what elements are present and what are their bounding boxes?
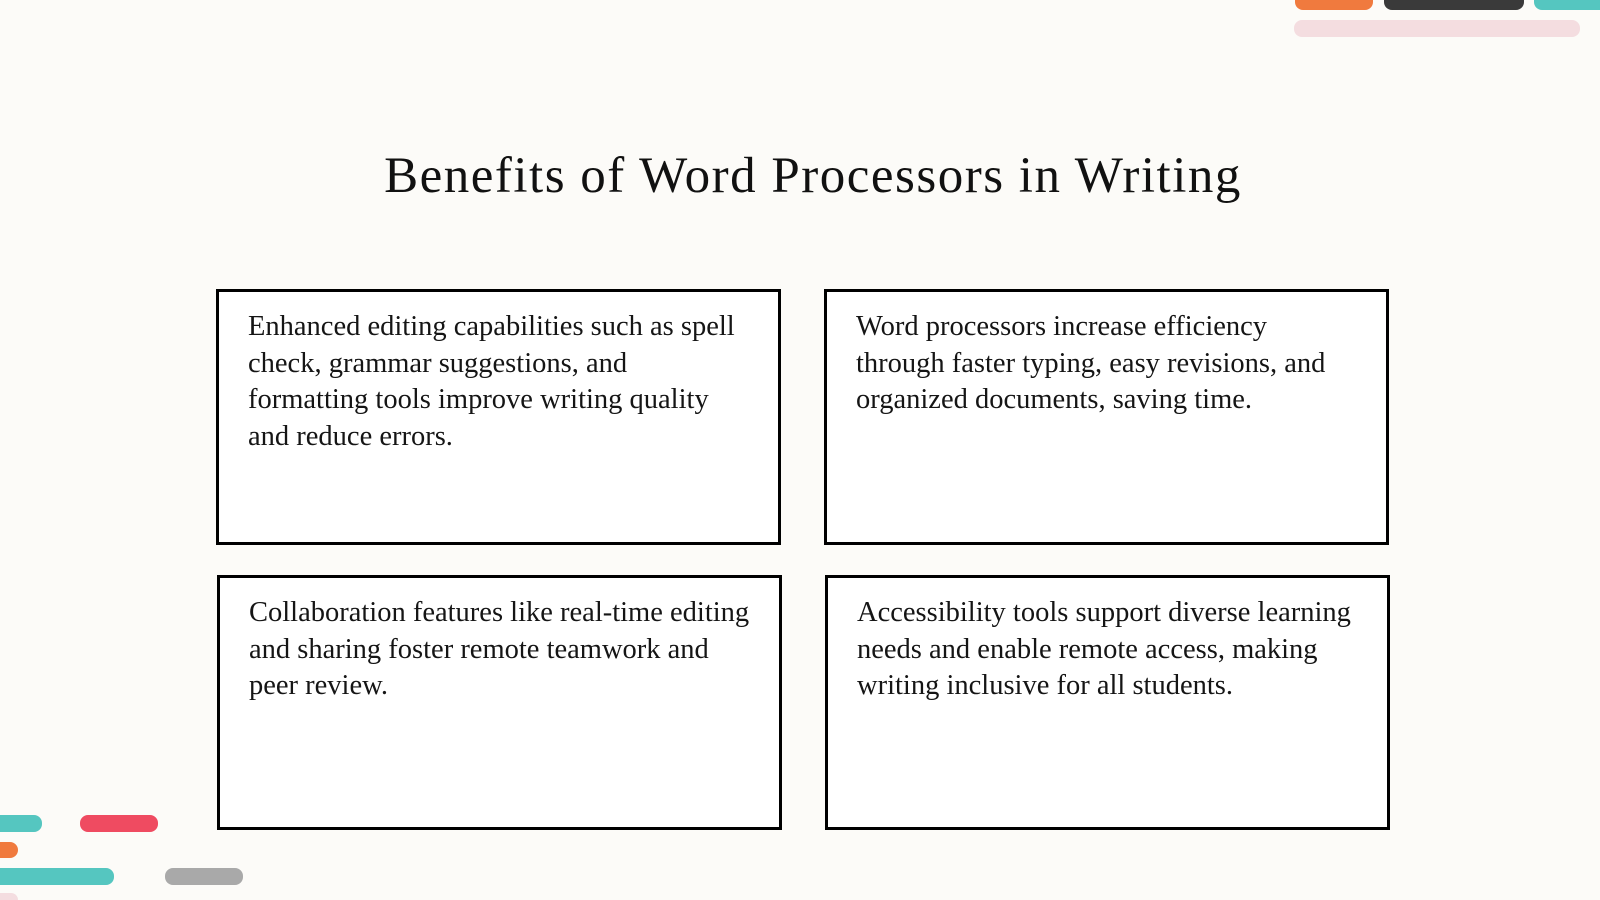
benefit-text-collaboration: Collaboration features like real-time editing and sharing foster remote teamwork and peer review. bbox=[249, 597, 750, 701]
decor-pill-pink-top bbox=[1294, 20, 1580, 37]
decor-pill-orange-top bbox=[1295, 0, 1373, 10]
benefit-card-efficiency bbox=[824, 289, 1389, 545]
decor-pill-teal-top bbox=[1534, 0, 1600, 10]
benefit-card-accessibility bbox=[825, 575, 1390, 830]
benefit-text-editing: Enhanced editing capabilities such as spell check, grammar suggestions, and formatting tools improve writing quality and reduce errors. bbox=[248, 311, 735, 452]
decor-pill-dark-top bbox=[1384, 0, 1524, 10]
decor-pill-teal-bottom-2 bbox=[0, 868, 114, 885]
decor-pill-gray-bottom bbox=[165, 868, 243, 885]
decor-pill-teal-bottom-1 bbox=[0, 815, 42, 832]
slide-title: Benefits of Word Processors in Writing bbox=[384, 148, 1242, 204]
decor-pill-pink-bottom bbox=[0, 893, 18, 900]
benefit-text-accessibility: Accessibility tools support diverse learning needs and enable remote access, making writing inclusive for all students. bbox=[857, 597, 1351, 701]
benefit-card-collaboration bbox=[217, 575, 782, 830]
benefit-text-efficiency: Word processors increase efficiency through faster typing, easy revisions, and organized documents, saving time. bbox=[856, 311, 1326, 415]
decor-pill-orange-bottom bbox=[0, 842, 18, 858]
decor-pill-red-bottom bbox=[80, 815, 158, 832]
benefit-card-editing bbox=[216, 289, 781, 545]
